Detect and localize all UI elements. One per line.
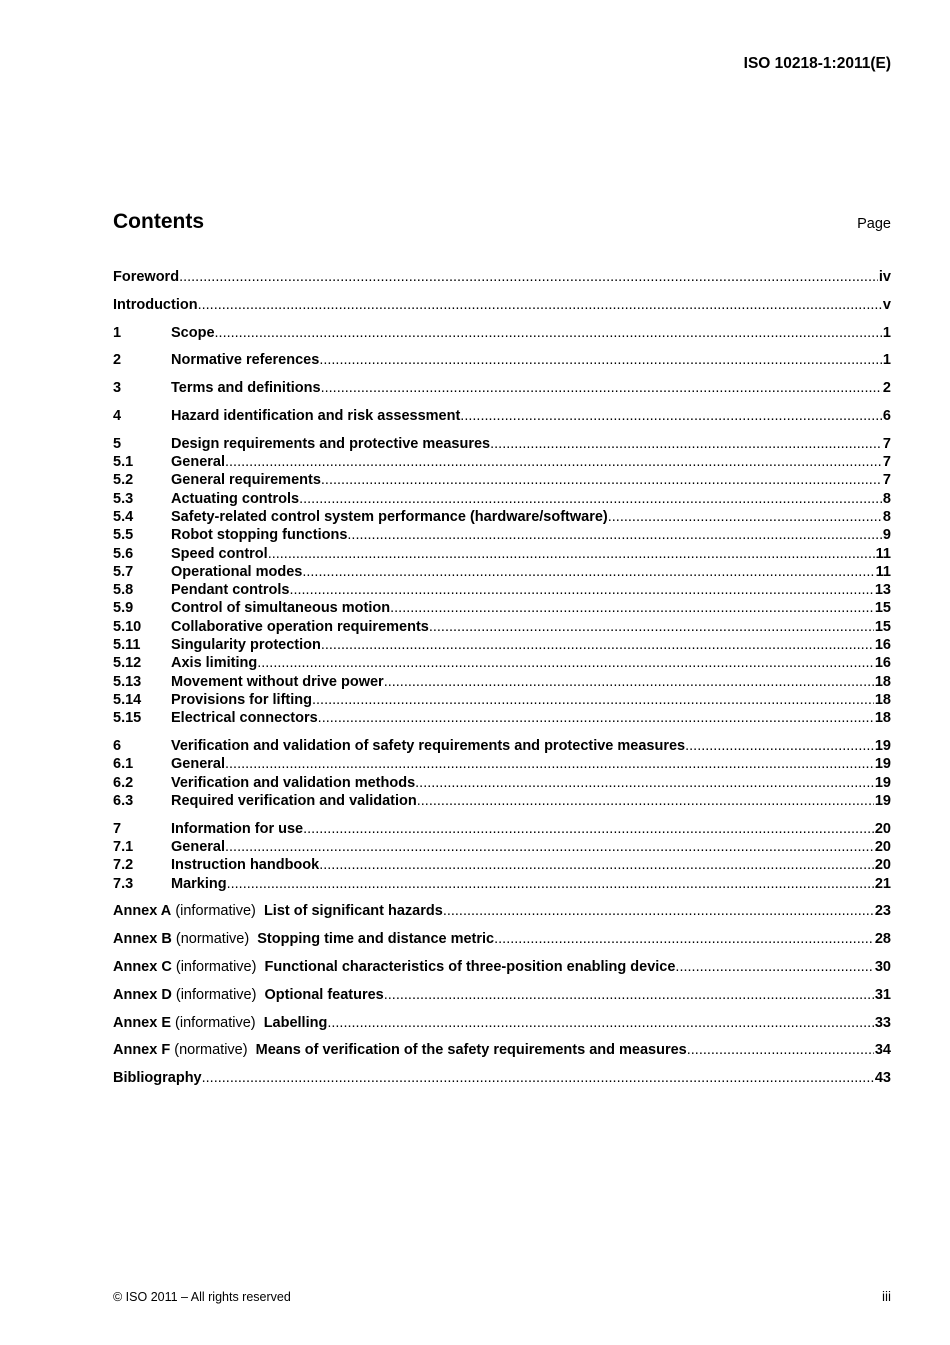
- toc-page-number: 19: [874, 738, 891, 755]
- toc-section-number: 5.14: [113, 691, 142, 708]
- page-column-label: Page: [857, 216, 891, 232]
- toc-section-number: 6.3: [113, 792, 134, 809]
- toc-section-number: 5.2: [113, 472, 134, 489]
- toc-entry[interactable]: [113, 453, 891, 471]
- toc-entry[interactable]: [113, 545, 891, 563]
- toc-dot-leader: [321, 636, 874, 654]
- toc-page-number: 23: [874, 903, 891, 920]
- toc-dot-leader: [384, 673, 874, 691]
- toc-entry-title: Information for use: [171, 820, 304, 837]
- toc-page-number: 8: [882, 490, 891, 507]
- toc-entry-title: General: [171, 756, 225, 773]
- toc-page-number: 13: [874, 582, 891, 599]
- toc-annex-label: Annex A: [113, 903, 172, 920]
- toc-entry[interactable]: [113, 709, 891, 727]
- toc-entry[interactable]: [113, 581, 891, 599]
- toc-dot-leader: [460, 407, 882, 425]
- toc-entry[interactable]: [113, 1014, 891, 1032]
- toc-entry[interactable]: [113, 838, 891, 856]
- toc-dot-leader: [490, 435, 882, 453]
- toc-dot-leader: [494, 930, 874, 948]
- toc-annex-type: (informative): [175, 1014, 256, 1031]
- toc-page-number: iv: [878, 269, 891, 285]
- toc-entry-title: Verification and validation methods: [171, 774, 416, 791]
- toc-page-number: 30: [874, 959, 891, 975]
- toc-section-number: 5.15: [113, 710, 142, 727]
- toc-section-number: 5.4: [113, 508, 134, 525]
- toc-dot-leader: [225, 755, 874, 773]
- toc-section-number: 4: [113, 407, 122, 424]
- toc-entry-title: Axis limiting: [171, 655, 258, 672]
- toc-entry-title: Required verification and validation: [171, 792, 417, 809]
- toc-annex-label: Annex D: [113, 986, 172, 1003]
- toc-entry[interactable]: [113, 755, 891, 773]
- toc-entry-title: Speed control: [171, 545, 268, 562]
- toc-entry-title: General requirements: [171, 472, 321, 489]
- toc-section-number: 1: [113, 324, 122, 341]
- toc-dot-leader: [443, 902, 874, 920]
- toc-page-number: v: [882, 296, 891, 313]
- toc-entry[interactable]: [113, 563, 891, 581]
- toc-page-number: 7: [882, 454, 891, 471]
- toc-section-number: 7.2: [113, 857, 134, 874]
- toc-page-number: 18: [874, 691, 891, 708]
- toc-entry-title: Terms and definitions: [171, 380, 321, 397]
- toc-section-number: 6: [113, 738, 122, 755]
- toc-dot-leader: [321, 471, 882, 489]
- toc-entry[interactable]: [113, 986, 891, 1004]
- toc-entry[interactable]: [113, 379, 891, 397]
- toc-dot-leader: [390, 599, 874, 617]
- toc-annex-label: Annex E: [113, 1014, 172, 1031]
- toc-entry-title: Normative references: [171, 352, 320, 369]
- toc-page-number: 21: [874, 875, 891, 892]
- toc-section-number: 7.1: [113, 839, 134, 856]
- toc-dot-leader: [225, 453, 882, 471]
- toc-entry-title: Labelling: [263, 1014, 328, 1031]
- toc-section-number: 6.1: [113, 756, 134, 773]
- toc-page-number: 11: [875, 563, 891, 580]
- toc-annex-label: Annex C: [113, 959, 172, 975]
- toc-section-number: 5.3: [113, 490, 134, 507]
- toc-annex-type: (informative): [175, 986, 257, 1003]
- toc-page-number: 7: [882, 435, 891, 452]
- toc-dot-leader: [327, 1014, 874, 1032]
- toc-dot-leader: [227, 875, 874, 893]
- toc-entry-title: Actuating controls: [171, 490, 300, 507]
- toc-entry[interactable]: [113, 351, 891, 369]
- toc-dot-leader: [321, 379, 882, 397]
- toc-entry[interactable]: [113, 599, 891, 617]
- toc-dot-leader: [429, 618, 874, 636]
- document-id: ISO 10218-1:2011(E): [743, 55, 891, 72]
- toc-page-number: 16: [874, 637, 891, 654]
- toc-entry[interactable]: [113, 654, 891, 672]
- toc-section-number: 7.3: [113, 875, 134, 892]
- toc-page-number: 15: [874, 618, 891, 635]
- toc-entry[interactable]: [113, 1041, 891, 1059]
- toc-annex-label: Annex B: [113, 931, 172, 948]
- toc-dot-leader: [225, 838, 874, 856]
- toc-dot-leader: [302, 563, 874, 581]
- toc-page-number: 8: [882, 508, 891, 525]
- toc-page-number: 20: [874, 857, 891, 874]
- toc-entry-title: Control of simultaneous motion: [171, 600, 391, 617]
- toc-entry[interactable]: [113, 958, 891, 976]
- toc-dot-leader: [687, 1041, 874, 1059]
- toc-entry-title: Movement without drive power: [171, 673, 384, 690]
- toc-page-number: 18: [874, 673, 891, 690]
- toc-entry-title: Singularity protection: [171, 637, 321, 654]
- toc-page-number: 28: [874, 931, 891, 948]
- toc-entry-title: Safety-related control system performance (hardware/software): [171, 508, 608, 525]
- toc-page-number: 33: [874, 1014, 891, 1031]
- toc-entry[interactable]: [113, 875, 891, 893]
- toc-page-number: 7: [882, 472, 891, 489]
- toc-entry[interactable]: [113, 737, 891, 755]
- toc-entry[interactable]: [113, 471, 891, 489]
- toc-section-number: 5.8: [113, 582, 134, 599]
- toc-page-number: 31: [874, 986, 891, 1003]
- toc-entry[interactable]: [113, 856, 891, 874]
- toc-entry-title: Verification and validation of safety requirements and protective measures: [171, 738, 686, 755]
- toc-dot-leader: [289, 581, 873, 599]
- toc-page-number: 20: [874, 820, 891, 837]
- toc-entry[interactable]: [113, 324, 891, 342]
- toc-entry-title: Foreword: [113, 269, 180, 285]
- table-of-contents: [113, 268, 891, 1087]
- toc-page-number: 15: [874, 600, 891, 617]
- toc-entry-title: Stopping time and distance metric: [257, 931, 495, 948]
- toc-entry-title: Instruction handbook: [171, 857, 320, 874]
- toc-entry-title: Electrical connectors: [171, 710, 318, 727]
- toc-dot-leader: [347, 526, 882, 544]
- copyright-notice: © ISO 2011 – All rights reserved: [113, 1290, 291, 1304]
- toc-page-number: 1: [882, 352, 891, 369]
- toc-entry[interactable]: [113, 774, 891, 792]
- toc-dot-leader: [215, 324, 882, 342]
- toc-page-number: 9: [882, 527, 891, 544]
- toc-entry[interactable]: [113, 673, 891, 691]
- toc-section-number: 2: [113, 352, 122, 369]
- toc-annex-type: (informative): [175, 959, 257, 975]
- toc-page-number: 6: [882, 407, 891, 424]
- toc-dot-leader: [319, 351, 882, 369]
- toc-section-number: 5.7: [113, 563, 134, 580]
- page-title: Contents: [113, 210, 204, 233]
- toc-page-number: 19: [874, 774, 891, 791]
- toc-page-number: 19: [874, 792, 891, 809]
- toc-entry-title: Means of verification of the safety requirements and measures: [255, 1042, 687, 1059]
- toc-page-number: 19: [874, 756, 891, 773]
- toc-dot-leader: [417, 792, 874, 810]
- toc-annex-type: (informative): [175, 903, 256, 920]
- toc-annex-type: (normative): [174, 1042, 248, 1059]
- toc-entry-title: Design requirements and protective measures: [171, 435, 491, 452]
- toc-entry-title: Marking: [171, 875, 227, 892]
- toc-entry-title: Provisions for lifting: [171, 691, 312, 708]
- toc-entry[interactable]: [113, 792, 891, 810]
- toc-section-number: 5.9: [113, 600, 134, 617]
- toc-entry-title: General: [171, 839, 225, 856]
- toc-section-number: 5.5: [113, 527, 134, 544]
- toc-entry[interactable]: [113, 902, 891, 920]
- toc-entry[interactable]: [113, 508, 891, 526]
- toc-section-number: 7: [113, 820, 122, 837]
- toc-annex-label: Annex F: [113, 1042, 171, 1059]
- toc-section-number: 5.1: [113, 454, 134, 471]
- toc-entry[interactable]: [113, 296, 891, 314]
- toc-page-number: 20: [874, 839, 891, 856]
- toc-section-number: 5: [113, 435, 122, 452]
- toc-page-number: 11: [875, 545, 891, 562]
- toc-section-number: 3: [113, 380, 122, 397]
- toc-section-number: 6.2: [113, 774, 134, 791]
- toc-entry-title: Optional features: [264, 986, 384, 1003]
- toc-entry[interactable]: [113, 490, 891, 508]
- toc-entry-title: Introduction: [113, 296, 198, 313]
- page-number: iii: [882, 1289, 891, 1304]
- toc-dot-leader: [319, 856, 874, 874]
- toc-entry[interactable]: [113, 691, 891, 709]
- toc-page-number: 34: [874, 1042, 891, 1059]
- toc-entry-title: Hazard identification and risk assessment: [171, 407, 461, 424]
- toc-page-number: 2: [882, 380, 891, 397]
- toc-section-number: 5.6: [113, 545, 134, 562]
- toc-page-number: 18: [874, 710, 891, 727]
- toc-section-number: 5.13: [113, 673, 142, 690]
- toc-section-number: 5.11: [113, 637, 141, 654]
- toc-entry-title: Robot stopping functions: [171, 527, 348, 544]
- toc-dot-leader: [312, 691, 874, 709]
- toc-entry-title: General: [171, 454, 225, 471]
- toc-page-number: 16: [874, 655, 891, 672]
- toc-entry-title: Collaborative operation requirements: [171, 618, 429, 635]
- toc-entry[interactable]: [113, 526, 891, 544]
- toc-section-number: 5.12: [113, 655, 142, 672]
- toc-dot-leader: [257, 654, 874, 672]
- toc-entry[interactable]: [113, 1069, 891, 1087]
- toc-entry[interactable]: [113, 407, 891, 425]
- toc-dot-leader: [202, 1069, 874, 1087]
- toc-entry[interactable]: [113, 268, 891, 286]
- toc-entry-title: Scope: [171, 324, 215, 341]
- toc-entry-title: Operational modes: [171, 563, 303, 580]
- toc-dot-leader: [198, 296, 882, 314]
- toc-entry-title: List of significant hazards: [263, 903, 443, 920]
- toc-entry[interactable]: [113, 435, 891, 453]
- toc-entry[interactable]: [113, 636, 891, 654]
- toc-dot-leader: [415, 774, 874, 792]
- toc-entry-title: Functional characteristics of three-position enabling device: [264, 959, 676, 975]
- toc-dot-leader: [299, 490, 882, 508]
- toc-page-number: 43: [874, 1070, 891, 1087]
- toc-entry-title: Pendant controls: [171, 582, 290, 599]
- toc-entry[interactable]: [113, 618, 891, 636]
- toc-dot-leader: [685, 737, 874, 755]
- toc-dot-leader: [318, 709, 874, 727]
- toc-dot-leader: [268, 545, 875, 563]
- toc-dot-leader: [675, 958, 873, 976]
- toc-dot-leader: [179, 268, 878, 286]
- toc-annex-type: (normative): [175, 931, 250, 948]
- toc-dot-leader: [303, 820, 874, 838]
- toc-entry[interactable]: [113, 820, 891, 838]
- toc-dot-leader: [608, 508, 882, 526]
- toc-entry-title: Bibliography: [113, 1070, 202, 1087]
- toc-section-number: 5.10: [113, 618, 142, 635]
- toc-dot-leader: [384, 986, 874, 1004]
- toc-entry[interactable]: [113, 930, 891, 948]
- toc-page-number: 1: [882, 324, 891, 341]
